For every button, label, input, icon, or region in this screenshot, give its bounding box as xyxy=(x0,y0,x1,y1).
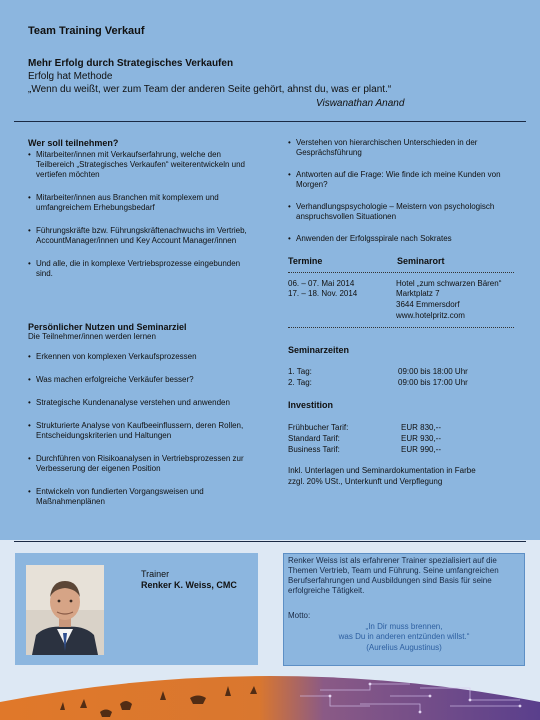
venue-street: Marktplatz 7 xyxy=(396,289,440,298)
page-subtitle: Mehr Erfolg durch Strategisches Verkaufen xyxy=(28,58,234,69)
list-item: • Strukturierte Analyse von Kaufbeeinflussern, deren Rollen, Entscheidungskriterien und Haltungen xyxy=(28,421,248,441)
benefit-section xyxy=(28,322,248,507)
venue-name: Hotel „zum schwarzen Bären“ xyxy=(396,279,502,288)
trainer-label: Trainer xyxy=(141,569,170,579)
header-quote-author: Viswanathan Anand xyxy=(316,98,405,109)
list-item: • Antworten auf die Frage: Wie finde ich meine Kunden von Morgen? xyxy=(288,170,516,190)
list-item: • Führungskräfte bzw. Führungskräftenachwuchs im Vertrieb, AccountManager/innen und Key Account Manager/innen xyxy=(28,226,248,246)
page-title: Team Training Verkauf xyxy=(28,25,145,37)
dotted-divider xyxy=(288,272,514,273)
motto-author: (Aurelius Augustinus) xyxy=(366,643,442,652)
benefit-heading: Persönlicher Nutzen und Seminarziel xyxy=(28,322,187,332)
list-item: • Verstehen von hierarchischen Unterschieden in der Gesprächsführung xyxy=(288,138,516,158)
benefit-intro: Die Teilnehmer/innen werden lernen xyxy=(28,332,156,341)
bio-text: Renker Weiss ist als erfahrener Trainer spezialisiert auf die Themen Vertrieb, Team und Führung. Seine umfangreichen Berufserfahrungen und Ausbildungen sind Basis für seine erfolgreiche Tätigkeit. xyxy=(288,556,499,595)
list-item: • Strategische Kundenanalyse verstehen und anwenden xyxy=(28,398,248,408)
day-2-time: 09:00 bis 17:00 Uhr xyxy=(398,378,468,387)
list-item: • Erkennen von komplexen Verkaufsprozessen xyxy=(28,352,248,362)
footer-decoration xyxy=(0,660,540,720)
list-item: • Anwenden der Erfolgsspirale nach Sokrates xyxy=(288,234,516,244)
date-1: 06. – 07. Mai 2014 xyxy=(288,279,355,288)
trainer-name: Renker K. Weiss, CMC xyxy=(141,580,237,590)
price-name: Standard Tarif: xyxy=(288,434,340,443)
list-item: • Durchführen von Risikoanalysen in Vertriebsprozessen zur Verbesserung der eigenen Position xyxy=(28,454,248,474)
divider xyxy=(14,121,526,122)
invest-heading: Investition xyxy=(288,400,334,410)
price-name: Frühbucher Tarif: xyxy=(288,423,349,432)
who-heading: Wer soll teilnehmen? xyxy=(28,138,119,148)
divider xyxy=(14,541,526,542)
header-quote: „Wenn du weißt, wer zum Team der anderen Seite gehört, ahnst du, was er plant.“ xyxy=(28,84,392,95)
left-column xyxy=(28,138,248,279)
price-value: EUR 990,-- xyxy=(401,445,442,454)
zeiten-heading: Seminarzeiten xyxy=(288,345,350,355)
day-1-time: 09:00 bis 18:00 Uhr xyxy=(398,367,468,376)
termine-heading: Termine xyxy=(288,256,323,266)
price-value: EUR 830,-- xyxy=(401,423,442,432)
price-note-1: Inkl. Unterlagen und Seminardokumentation in Farbe xyxy=(288,466,476,475)
dotted-divider xyxy=(288,327,514,328)
seminarort-heading: Seminarort xyxy=(397,256,445,266)
day-2-label: 2. Tag: xyxy=(288,378,312,387)
list-item: • Mitarbeiter/innen mit Verkaufserfahrung, welche den Teilbereich „Strategisches Verkaufen“ weiterentwickeln und vertiefen möchten xyxy=(28,150,248,180)
motto-label: Motto: xyxy=(288,611,311,620)
date-2: 17. – 18. Nov. 2014 xyxy=(288,289,358,298)
price-value: EUR 930,-- xyxy=(401,434,442,443)
right-list xyxy=(288,138,516,244)
day-1-label: 1. Tag: xyxy=(288,367,312,376)
price-name: Business Tarif: xyxy=(288,445,340,454)
who-list xyxy=(28,150,248,279)
motto-line-2: was Du in anderen entzünden willst.“ xyxy=(338,632,470,641)
tagline: Erfolg hat Methode xyxy=(28,71,113,82)
trainer-photo xyxy=(26,565,104,655)
right-column xyxy=(288,138,516,244)
list-item: • Was machen erfolgreiche Verkäufer besser? xyxy=(28,375,248,385)
motto-line-1: „In Dir muss brennen, xyxy=(365,622,443,631)
venue-website[interactable]: www.hotelpritz.com xyxy=(396,311,465,320)
benefit-list xyxy=(28,352,248,507)
list-item: • Entwickeln von fundierten Vorgangsweisen und Maßnahmenplänen xyxy=(28,487,248,507)
venue-city: 3644 Emmersdorf xyxy=(396,300,460,309)
price-note-2: zzgl. 20% USt., Unterkunft und Verpflegung xyxy=(288,477,443,486)
list-item: • Mitarbeiter/innen aus Branchen mit komplexem und umfangreichem Erhebungsbedarf xyxy=(28,193,248,213)
list-item: • Verhandlungspsychologie – Meistern von psychologisch anspruchsvollen Situationen xyxy=(288,202,516,222)
list-item: • Und alle, die in komplexe Vertriebsprozesse eingebunden sind. xyxy=(28,259,248,279)
